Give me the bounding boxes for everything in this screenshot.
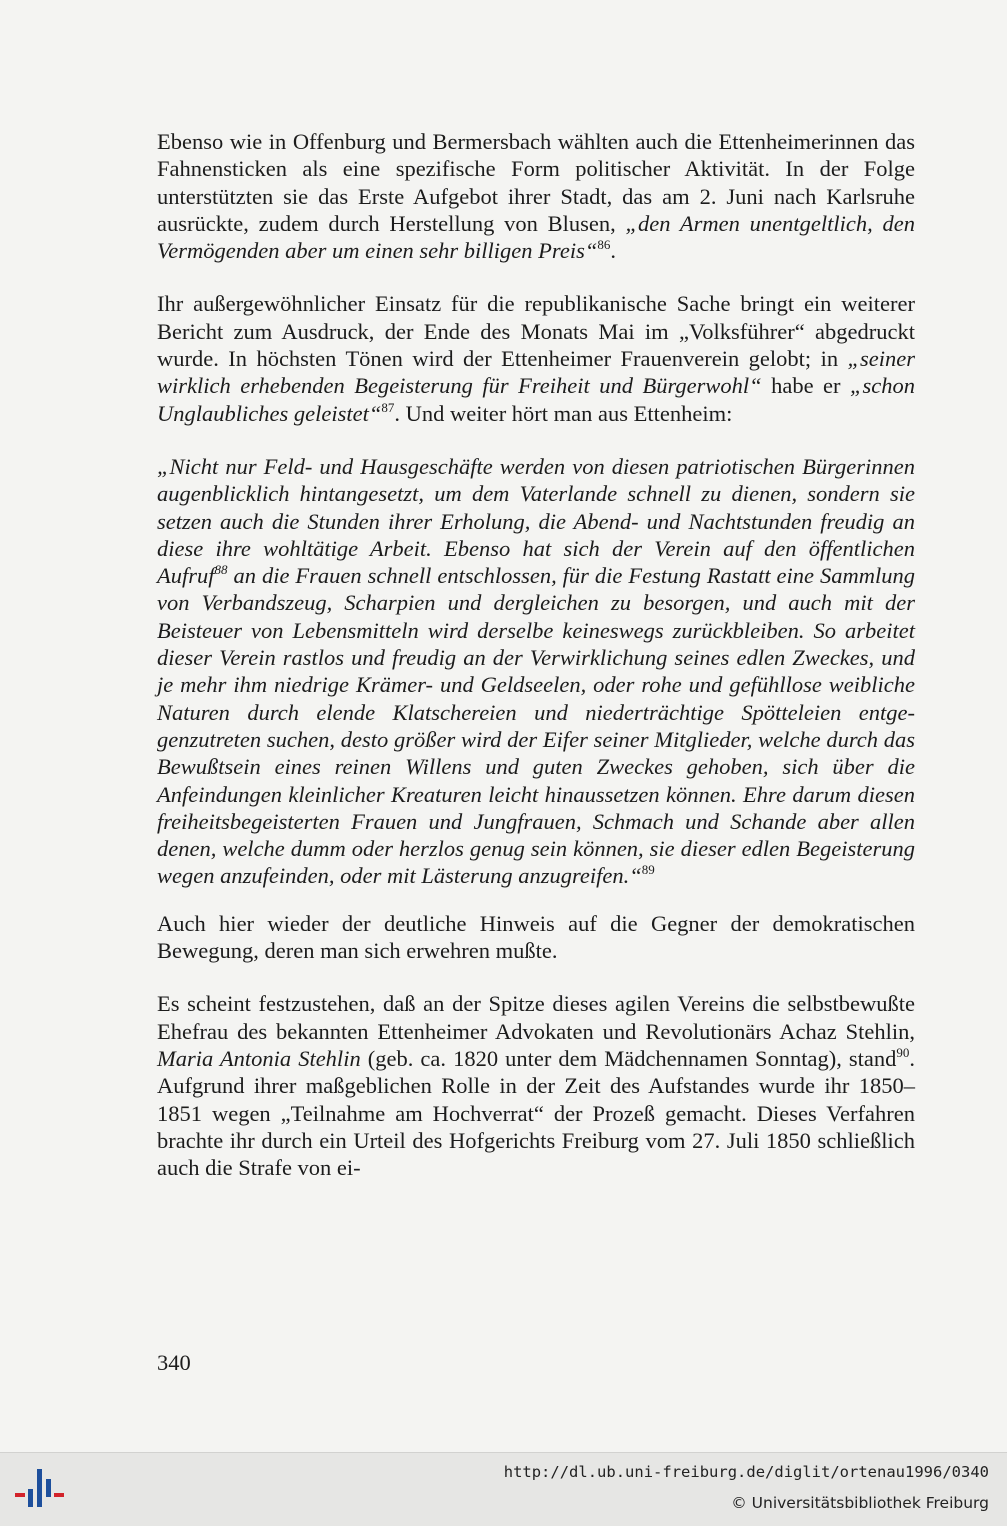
paragraph-2 (157, 290, 915, 426)
footnote-ref-89: 89 (641, 862, 655, 878)
person-name: Maria Antonia Stehlin (157, 1045, 361, 1071)
footnote-ref-87: 87 (381, 399, 395, 415)
paragraph-2-text-c: . Und weiter hört man aus Ettenheim: (394, 400, 733, 426)
body-text (157, 128, 915, 1181)
block-quote-text-a: „Nicht nur Feld- und Hausgeschäfte werden von diesen patriotischen Bürgerinnen augenblicklich hintangesetzt, um dem Vaterlande schnell zu dienen, sondern sie setzen auch die Stunden ihrer Erholung, die Abend- und Nachtstunden freudig an diese ihre wohltätige Arbeit. Ebenso hat sich der Verein auf den öffentlichen Aufruf (157, 453, 915, 589)
footnote-ref-88: 88 (214, 562, 228, 578)
paragraph-1-tail: . (610, 238, 616, 264)
logo-svg (14, 1467, 64, 1511)
paragraph-4-text-c: . Aufgrund ihrer maßgeblichen Rolle in der Zeit des Aufstandes wurde ihr 1850–1851 wegen „Teilnahme am Hochverrat“ der Prozeß gemacht. Dieses Verfahren brachte ihr durch ein Urteil des Hofgerichts Freiburg vom 27. Juli 1850 schließlich auch die Strafe von ei- (157, 1045, 915, 1181)
quote-fragment: „schon Unglaubliches geleistet“ (157, 373, 915, 426)
footnote-ref-90: 90 (896, 1044, 910, 1060)
paragraph-3: Auch hier wieder der deutliche Hinweis auf die Gegner der demokratischen Bewegung, deren man sich erwehren mußte. (157, 910, 915, 964)
footer-bar (0, 1452, 1007, 1526)
paragraph-1-text: Ebenso wie in Offenburg und Bermersbach wählten auch die Ettenheimerinnen das Fahnensticken als eine spezifische Form politischer Aktivität. In der Folge unterstützten sie das Erste Aufgebot ihrer Stadt, das am 2. Juni nach Karlsruhe ausrückte, zudem durch Herstellung von Blusen, (157, 129, 915, 236)
block-quote (157, 453, 915, 890)
paragraph-2-text-b: habe er (761, 373, 850, 399)
paragraph-2-text-a: Ihr außergewöhnlicher Einsatz für die republikanische Sache bringt ein weiterer Bericht zum Ausdruck, der Ende des Monats Mai im „Volksführer“ abgedruckt wurde. In höchsten Tönen wird der Ettenheimer Frauenverein gelobt; in (157, 291, 915, 372)
paragraph-1 (157, 128, 915, 264)
block-quote-text-b: an die Frauen schnell entschlossen, für die Festung Rastatt eine Sammlung von Verbandszeug, Scharpien und dergleichen zu besorgen, und auch mit der Beisteuer von Lebensmitteln wird derselbe keineswegs zurückbleiben. So arbeitet dieser Verein rastlos und freudig an der Verwirklichung seines edlen Zweckes, und je mehr ihm niedrige Krämer- und Geldseelen, oder rohe und gefühllose weibliche Naturen durch elende Klatschereien und niederträchtige Spötteleien entgegenzutreten suchen, desto größer wird der Eifer seiner Mitglieder, welche durch das Bewußtsein eines reinen Willens und guten Zweckes gehoben, sich über die Anfeindungen kleinlicher Kreaturen leicht hinaussetzen können. Ehre darum diesen freiheitsbegeisterten Frauen und Jungfrauen, Schmach und Schande aber allen denen, welche dumm oder herzlos genug sein können, sie dieser edlen Begeisterung wegen anzufeinden, oder mit Lästerung anzugreifen.“ (157, 563, 915, 889)
quote-fragment: „den Armen unentgeltlich, den Vermögenden aber um einen sehr billigen Preis“ (157, 210, 916, 264)
paragraph-4-text-a: Es scheint festzustehen, daß an der Spitze dieses agilen Vereins die selbstbewußte Ehefrau des bekannten Ettenheimer Advokaten und Revolutionärs Achaz Stehlin, (157, 991, 915, 1044)
university-library-logo-icon[interactable] (14, 1467, 64, 1511)
permalink-url[interactable]: http://dl.ub.uni-freiburg.de/diglit/ortenau1996/0340 (503, 1463, 989, 1481)
page-number: 340 (157, 1350, 191, 1375)
quote-fragment: „seiner wirklich erhebenden Begeisterung für Freiheit und Bürgerwohl“ (157, 346, 916, 399)
copyright-notice: © Universitätsbibliothek Freiburg (731, 1494, 989, 1512)
paragraph-4 (157, 990, 915, 1181)
paragraph-4-text-b: (geb. ca. 1820 unter dem Mädchennamen Sonntag), stand (360, 1045, 897, 1071)
footnote-ref-86: 86 (597, 237, 611, 253)
